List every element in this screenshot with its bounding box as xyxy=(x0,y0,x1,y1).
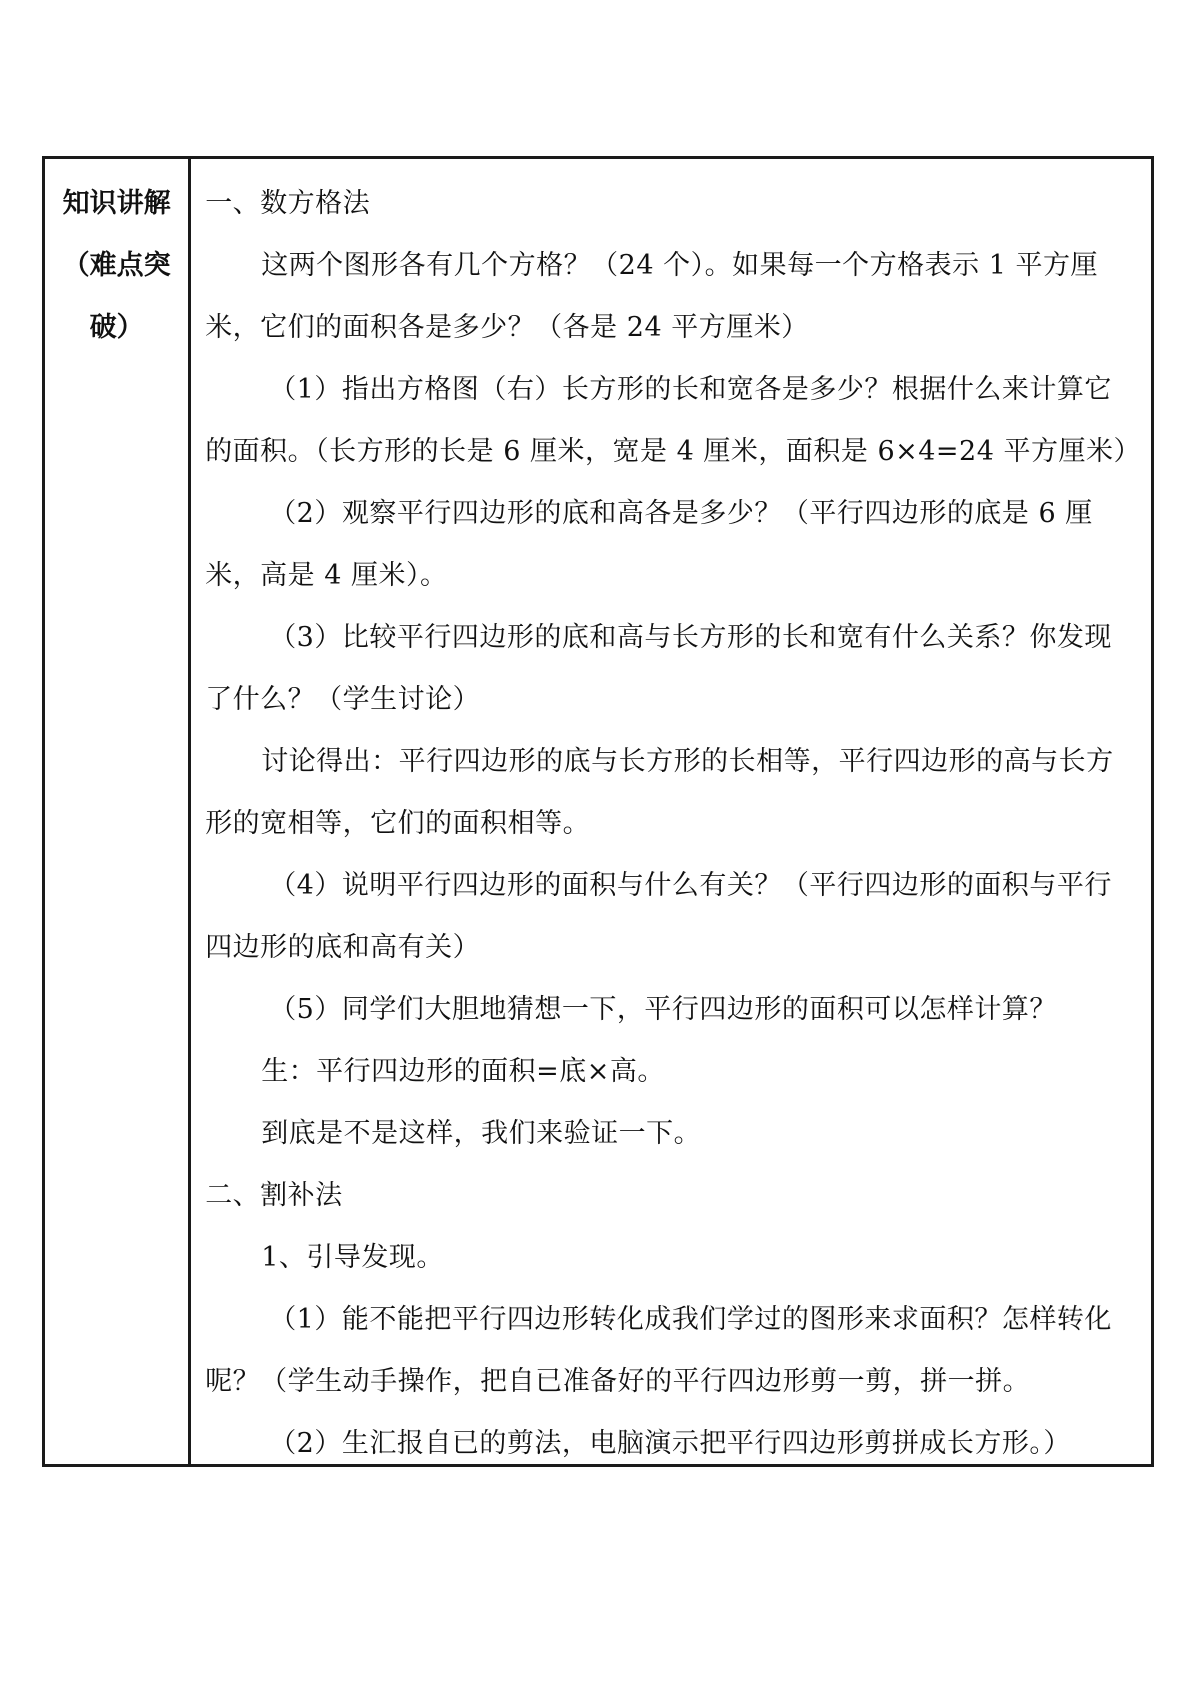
question-3-line: 了什么？（学生讨论） xyxy=(205,684,481,715)
question-4-line: 四边形的底和高有关） xyxy=(205,932,481,963)
question-4-line: （4）说明平行四边形的面积与什么有关？（平行四边形的面积与平行 xyxy=(269,870,1112,901)
question-3-line: （3）比较平行四边形的底和高与长方形的长和宽有什么关系？你发现 xyxy=(269,622,1112,653)
question-2-line: （2）观察平行四边形的底和高各是多少？（平行四边形的底是 6 厘 xyxy=(269,498,1093,529)
student-answer-line: 生：平行四边形的面积=底×高。 xyxy=(261,1056,665,1087)
section2-question-2-line: （2）生汇报自已的剪法，电脑演示把平行四边形剪拼成长方形。） xyxy=(269,1428,1071,1459)
discussion-line: 讨论得出：平行四边形的底与长方形的长相等，平行四边形的高与长方 xyxy=(261,746,1114,777)
section-heading-cut-and-fill: 二、割补法 xyxy=(205,1180,343,1211)
section-heading-counting-squares: 一、数方格法 xyxy=(205,188,371,219)
section-label-line-3: 破） xyxy=(89,312,144,343)
question-2-line: 米，高是 4 厘米）。 xyxy=(205,560,448,591)
section2-question-1-line: 呢？（学生动手操作，把自已准备好的平行四边形剪一剪，拼一拼。 xyxy=(205,1366,1031,1397)
verification-line: 到底是不是这样，我们来验证一下。 xyxy=(261,1118,702,1149)
question-5-line: （5）同学们大胆地猜想一下，平行四边形的面积可以怎样计算？ xyxy=(269,994,1057,1025)
paragraph-line: 米，它们的面积各是多少？（各是 24 平方厘米） xyxy=(205,312,809,343)
section-label-line-2: （难点突 xyxy=(62,250,171,281)
lesson-table xyxy=(42,156,1154,1467)
section-label-cell xyxy=(45,159,191,1464)
lesson-content-cell xyxy=(191,159,1151,1464)
discussion-line: 形的宽相等，它们的面积相等。 xyxy=(205,808,591,839)
question-1-line: 的面积。（长方形的长是 6 厘米，宽是 4 厘米，面积是 6×4=24 平方厘米） xyxy=(205,436,1141,467)
section2-question-1-line: （1）能不能把平行四边形转化成我们学过的图形来求面积？怎样转化 xyxy=(269,1304,1112,1335)
paragraph-line: 这两个图形各有几个方格？（24 个）。如果每一个方格表示 1 平方厘 xyxy=(261,250,1098,281)
guided-discovery-item: 1、引导发现。 xyxy=(261,1242,444,1273)
question-1-line: （1）指出方格图（右）长方形的长和宽各是多少？根据什么来计算它 xyxy=(269,374,1112,405)
section-label-line-1: 知识讲解 xyxy=(62,188,171,219)
